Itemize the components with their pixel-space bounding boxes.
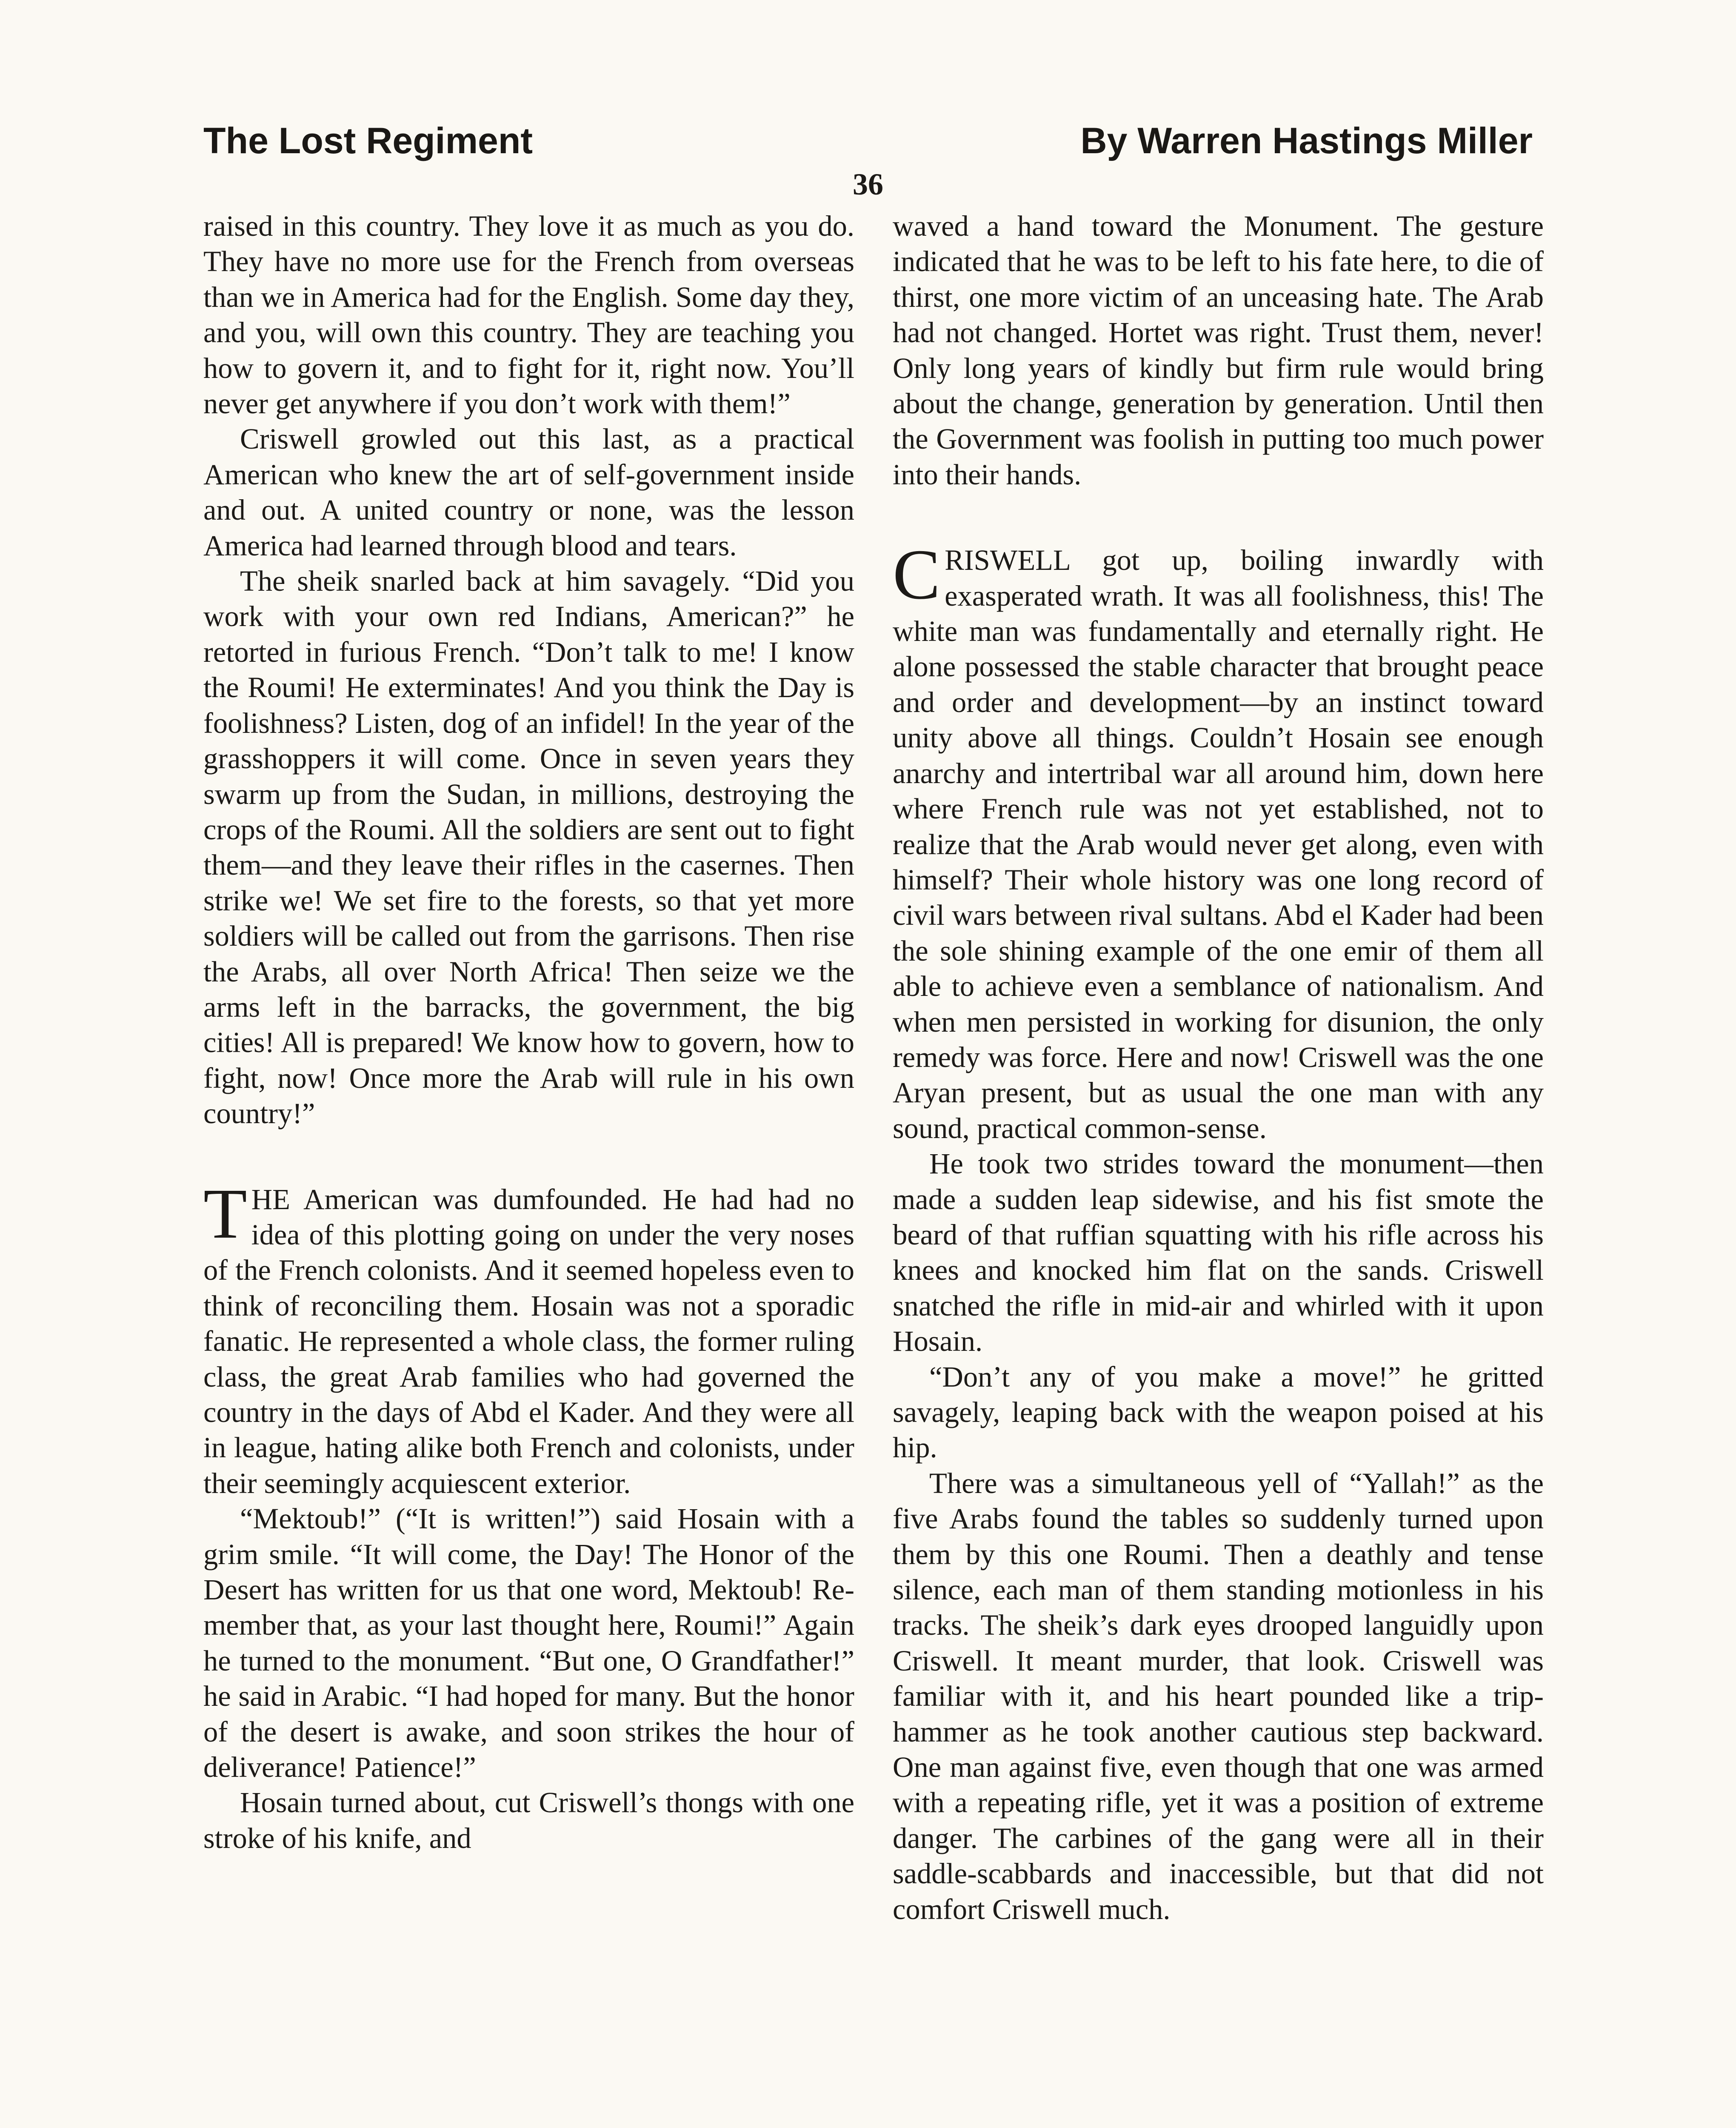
paragraph: He took two strides toward the monument—then made a sudden leap sidewise, and his fist smote the beard of that ruffian squatting with his rifle across his knees and knocked him flat on the sands. Criswell snatched the rifle in mid-air and whirled with it upon Hosain.	[893, 1147, 1544, 1358]
paragraph: “Don’t any of you make a move!” he gritted savagely, leaping back with the weapon poised at his hip.	[893, 1360, 1544, 1464]
paragraph: waved a hand toward the Monument. The gesture indicated that he was to be left to his fate here, to die of thirst, one more victim of an unceasing hate. The Arab had not changed. Hortet was right. Trust them, never! Only long years of kindly but firm rule would bring about the change, generation by generation. Until then the Government was foolish in putting too much power into their hands.	[893, 210, 1544, 491]
paragraph: Criswell growled out this last, as a practical American who knew the art of self-government inside and out. A united country or none, was the lesson America had learned through blood and tears.	[203, 423, 854, 562]
paragraph: The sheik snarled back at him savagely. “Did you work with your own red Indians, American?” he retorted in furious French. “Don’t talk to me! I know the Roumi! He exterminates! And you think the Day is foolishness? Listen, dog of an infidel! In the year of the grasshoppers it will come. Once in seven years they swarm up from the Sudan, in millions, destroying the crops of the Roumi. All the soldiers are sent out to fight them—and they leave their rifles in the casernes. Then strike we! We set fire to the forests, so that yet more soldiers will be called out from the garrisons. Then rise the Arabs, all over North Africa! Then seize we the arms left in the barracks, the government, the big cities! All is prepared! We know how to govern, how to fight, now! Once more the Arab will rule in his own country!”	[203, 565, 854, 1130]
page-number: 36	[853, 167, 883, 201]
story-title: The Lost Regiment	[203, 120, 533, 161]
left-column	[203, 209, 854, 2128]
paragraph-dropcap: THE American was dumfounded. He had had no idea of this plotting going on under the very noses of the French colonists. And it seemed hopeless even to think of reconciling them. Hosain was not a sporadic fanatic. He represented a whole class, the former ruling class, the great Arab families who had governed the country in the days of Abd el Kader. And they were all in league, hating alike both French and colonists, under their seemingly acquiescent exterior.	[203, 1174, 854, 1499]
right-column	[893, 209, 1544, 2128]
paragraph-dropcap: CRISWELL got up, boiling inwardly with exasperated wrath. It was all foolishness, this! The white man was fundamentally and eternally right. He alone possessed the stable character that brought peace and order and development—by an instinct toward unity above all things. Couldn’t Hosain see enough anarchy and intertribal war all around him, down here where French rule was not yet established, not to realize that the Arab would never get along, even with himself? Their whole history was one long record of civil wars between rival sultans. Abd el Kader had been the sole shining example of the one emir of them all able to achieve even a semblance of nationalism. And when men persisted in working for disunion, the only remedy was force. Here and now! Criswell was the one Aryan present, but as usual the one man with any sound, practical common-sense.	[893, 535, 1544, 1144]
paragraph: “Mektoub!” (“It is written!”) said Hosain with a grim smile. “It will come, the Day! The Honor of the Desert has written for us that one word, Mektoub! Remember that, as your last thought here, Roumi!” Again he turned to the monument. “But one, O Grandfather!” he said in Arabic. “I had hoped for many. But the honor of the desert is awake, and soon strikes the hour of deliverance! Patience!”	[203, 1502, 854, 1784]
story-author: By Warren Hastings Miller	[1080, 120, 1533, 161]
paragraph: Hosain turned about, cut Criswell’s thongs with one stroke of his knife, and	[203, 1786, 854, 1854]
paragraph: raised in this country. They love it as much as you do. They have no more use for the French from overseas than we in America had for the English. Some day they, and you, will own this country. They are teaching you how to govern it, and to fight for it, right now. You’ll never get anywhere if you don’t work with them!”	[203, 210, 854, 420]
paragraph: There was a simultaneous yell of “Yallah!” as the five Arabs found the tables so suddenly turned upon them by this one Roumi. Then a deathly and tense silence, each man of them standing motionless in his tracks. The sheik’s dark eyes drooped languidly upon Criswell. It meant murder, that look. Criswell was familiar with it, and his heart pounded like a triphammer as he took another cautious step backward. One man against five, even though that one was armed with a repeating rifle, yet it was a position of extreme danger. The carbines of the gang were all in their saddle-scabbards and inaccessible, but that did not comfort Criswell much.	[893, 1467, 1544, 1925]
